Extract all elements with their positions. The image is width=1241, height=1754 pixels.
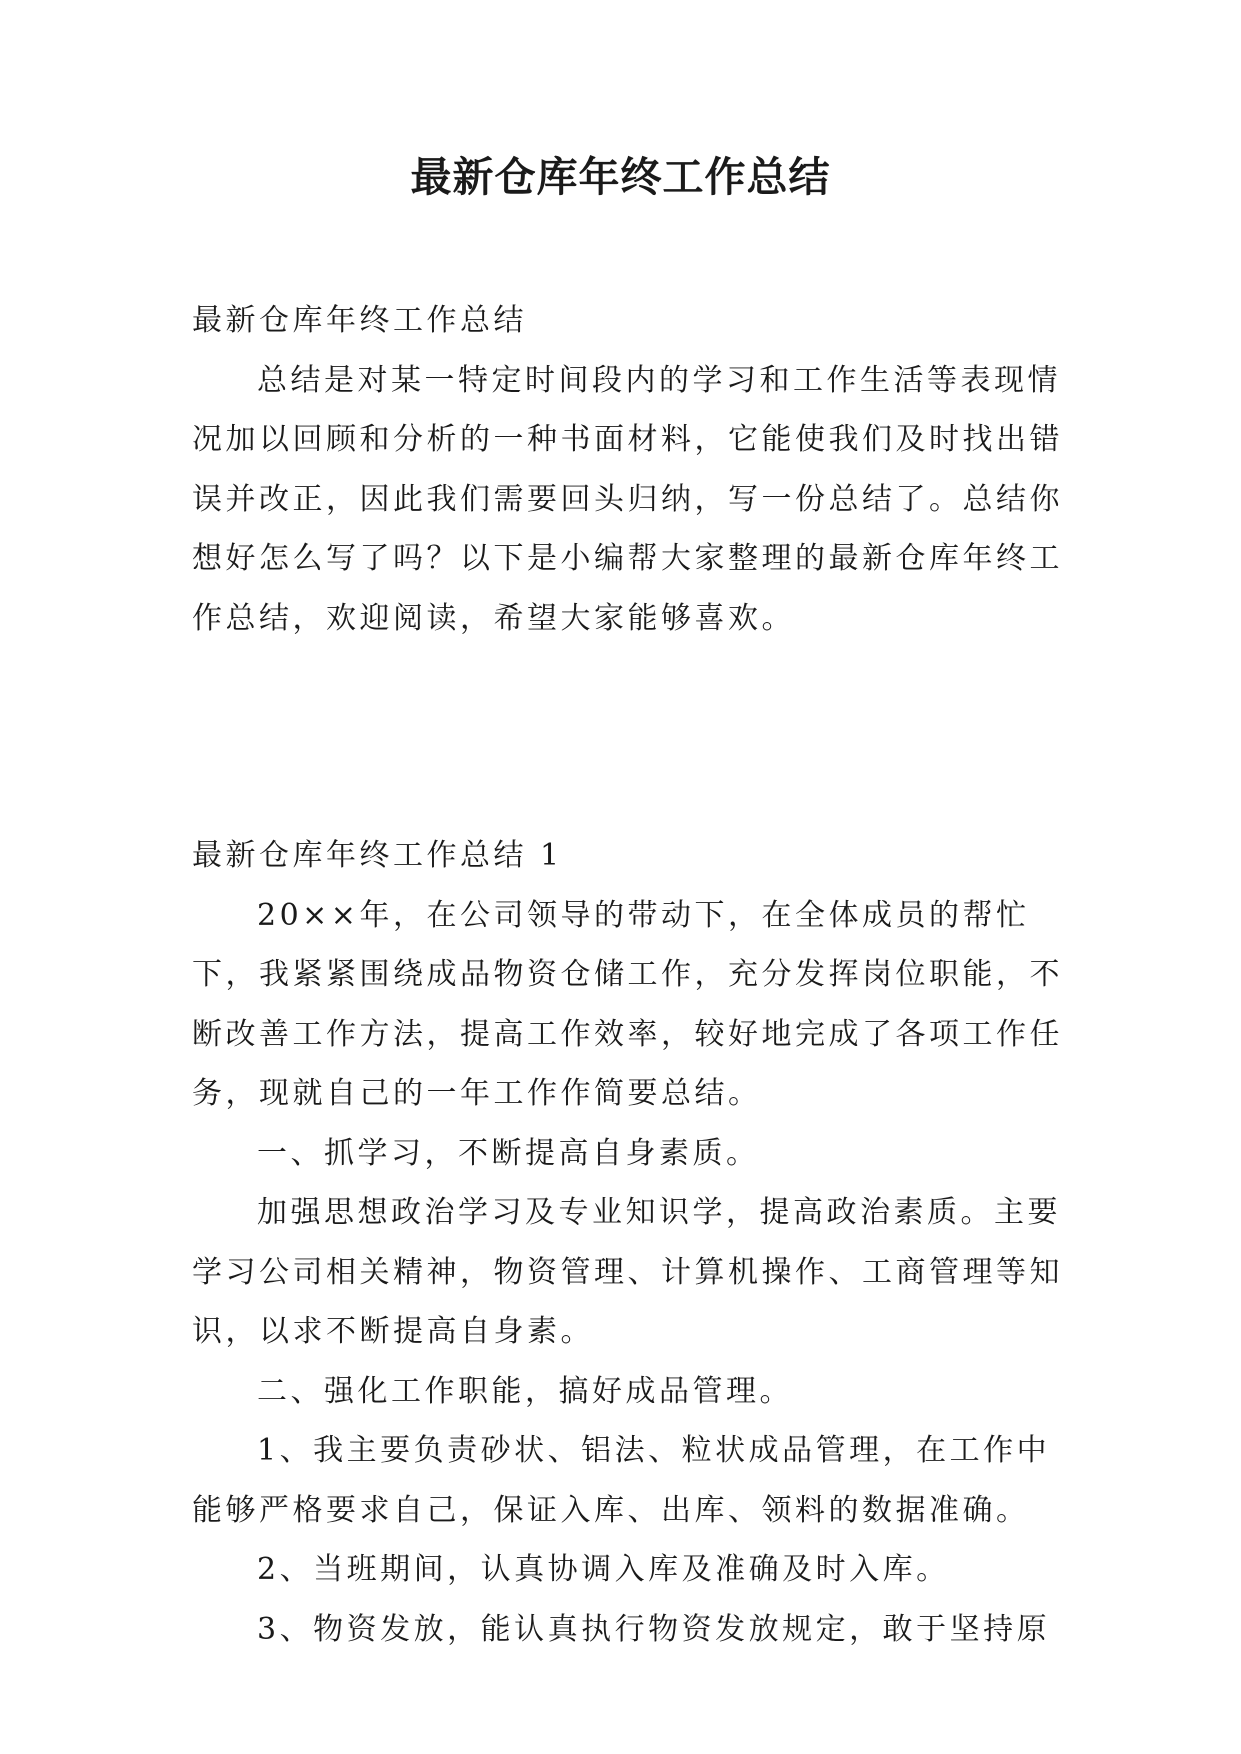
document-title: 最新仓库年终工作总结 xyxy=(410,153,831,201)
list-item: 1、我主要负责砂状、铝法、粒状成品管理，在工作中能够严格要求自己，保证入库、出库、领料的数据准确。 xyxy=(192,1433,1051,1528)
body-paragraph: 20××年，在公司领导的带动下，在全体成员的帮忙下，我紧紧围绕成品物资仓储工作，充分发挥岗位职能，不断改善工作方法，提高工作效率，较好地完成了各项工作任务，现就自己的一年工作作简要总结。 xyxy=(192,897,1063,1111)
list-item: 3、物资发放，能认真执行物资发放规定，敢于坚持原 xyxy=(257,1611,1051,1647)
list-item: 2、当班期间，认真协调入库及准确及时入库。 xyxy=(257,1552,950,1587)
section-heading: 最新仓库年终工作总结 1 xyxy=(192,838,563,873)
body-paragraph: 加强思想政治学习及专业知识学，提高政治素质。主要学习公司相关精神，物资管理、计算机操作、工商管理等知识，以求不断提高自身素。 xyxy=(192,1195,1063,1349)
section-point-heading: 二、强化工作职能，搞好成品管理。 xyxy=(257,1373,793,1409)
document-body xyxy=(192,291,1072,1659)
document-subtitle: 最新仓库年终工作总结 xyxy=(192,303,527,338)
section-spacer xyxy=(192,648,1072,826)
intro-paragraph: 总结是对某一特定时间段内的学习和工作生活等表现情况加以回顾和分析的一种书面材料，它能使我们及时找出错误并改正，因此我们需要回头归纳，写一份总结了。总结你想好怎么写了吗？以下是小编帮大家整理的最新仓库年终工作总结，欢迎阅读，希望大家能够喜欢。 xyxy=(192,362,1063,636)
section-point-heading: 一、抓学习，不断提高自身素质。 xyxy=(257,1135,760,1171)
